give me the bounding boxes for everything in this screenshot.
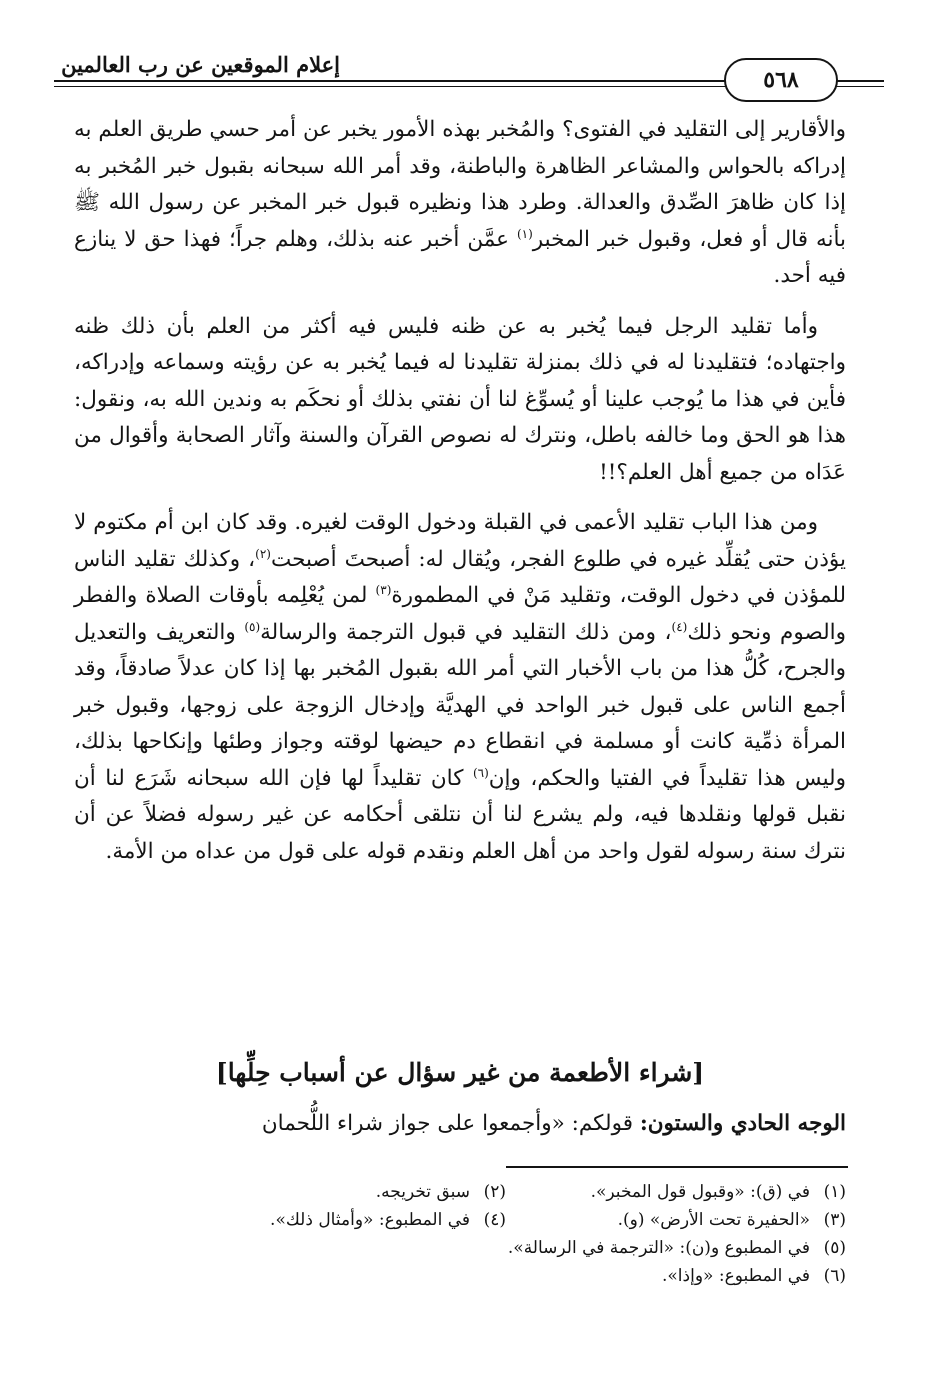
footnote-text: في المطبوع: «وإذا». bbox=[662, 1266, 810, 1286]
footnote-4 bbox=[166, 1206, 506, 1234]
paragraph-2 bbox=[74, 309, 846, 492]
page-number: ٥٦٨ bbox=[724, 58, 838, 102]
section-text: قولكم: «وأجمعوا على جواز شراء اللُّحمان bbox=[261, 1111, 640, 1136]
footnote-3 bbox=[506, 1206, 846, 1234]
footnote-ref-6: (٦) bbox=[472, 765, 489, 780]
footnote-ref-4: (٤) bbox=[671, 619, 688, 634]
paragraph-1-end: عمَّن أخبر عنه بذلك، وهلم جراً؛ فهذا حق لا ينازع فيه أحد. bbox=[74, 226, 846, 288]
footnote-text: في المطبوع: «وأمثال ذلك». bbox=[270, 1210, 470, 1230]
footnote-number: (٤) bbox=[483, 1210, 506, 1230]
footnote-1 bbox=[506, 1178, 846, 1206]
paragraph-3 bbox=[74, 505, 846, 870]
page-header bbox=[0, 0, 932, 110]
section-lead: الوجه الحادي والستون: bbox=[639, 1111, 846, 1136]
paragraph-3-part-b: ، وكذلك تقليد الناس للمؤذن في دخول الوقت، وتقليد مَنْ في المطمورة bbox=[74, 546, 846, 608]
paragraph-3-part-d: ، ومن ذلك التقليد في قبول الترجمة والرسالة bbox=[260, 619, 672, 645]
footnote-text: في المطبوع و(ن): «الترجمة في الرسالة». bbox=[507, 1238, 810, 1258]
footnote-text: سبق تخريجه. bbox=[375, 1182, 470, 1202]
footnote-row bbox=[74, 1178, 846, 1206]
footnote-number: (٣) bbox=[823, 1210, 846, 1230]
paragraph-3-part-f: كان تقليداً لها فإن الله سبحانه شَرَع لنا أن نقبل قولها ونقلدها فيه، ولم يشرع لنا أن نتلقى أحكامه عن غير رسوله فضلاً عن أن نترك سنة رسوله لقول واحد من أهل العلم ونقدم قوله على قول من عداه من الأمة. bbox=[74, 765, 846, 864]
footnote-ref-1: (١) bbox=[516, 226, 533, 241]
footnote-number: (١) bbox=[823, 1182, 846, 1202]
main-text bbox=[74, 112, 846, 884]
paragraph-1-text: والأقارير إلى التقليد في الفتوى؟ والمُخبر بهذه الأمور يخبر عن أمر حسي طريق العلم به إدراكه بالحواس والمشاعر الظاهرة والباطنة، وقد أمر الله سبحانه بقبول خبر المُخبر به إذا كان ظاهرَ الصِّدق والعدالة. وطرد هذا ونظيره قبول خبر المخبر عن رسول الله ﷺ بأنه قال أو فعل، وقبول خبر المخبر bbox=[74, 117, 847, 252]
running-title: إعلام الموقعين عن رب العالمين bbox=[61, 52, 340, 77]
footnotes bbox=[74, 1178, 846, 1290]
paragraph-3-part-a: ومن هذا الباب تقليد الأعمى في القبلة ودخول الوقت لغيره. وقد كان ابن أم مكتوم لا يؤذن حتى يُقلِّد غيره في طلوع الفجر، ويُقال له: أصبحتَ أصبحت bbox=[74, 510, 846, 572]
section-heading: [شراء الأطعمة من غير سؤال عن أسباب حِلِّها] bbox=[215, 1058, 705, 1087]
footnote-text: في (ق): «وقبول قول المخبر». bbox=[590, 1182, 810, 1202]
footnote-number: (٥) bbox=[823, 1238, 846, 1258]
footnote-number: (٢) bbox=[483, 1182, 506, 1202]
footnote-5 bbox=[146, 1234, 846, 1262]
footnote-row bbox=[74, 1234, 846, 1262]
footnote-row bbox=[74, 1262, 846, 1290]
footnote-number: (٦) bbox=[823, 1266, 846, 1286]
paragraph-3-part-e: والتعريف والتعديل والجرح، كُلُّ هذا من باب الأخبار التي أمر الله بقبول المُخبر بها إذا كان عدلاً صادقاً، وقد أجمع الناس على قبول خبر الواحد في الهديَّة وإدخال الزوجة على زوجها، وقبول خبر المرأة ذمِّية كانت أو مسلمة في انقطاع دم حيضها لوقته وجواز وطئها وإنكاحها بذلك، وليس هذا تقليداً في الفتيا والحكم، وإن bbox=[74, 619, 846, 791]
footnote-2 bbox=[166, 1178, 506, 1206]
footnote-text: «الحفيرة تحت الأرض» (و). bbox=[617, 1210, 810, 1230]
footnote-row bbox=[74, 1206, 846, 1234]
footnote-ref-2: (٢) bbox=[255, 546, 271, 561]
footnote-6 bbox=[146, 1262, 846, 1290]
paragraph-1 bbox=[74, 112, 846, 295]
paragraph-2-text: وأما تقليد الرجل فيما يُخبر به عن ظنه فليس فيه أكثر من العلم بأن ذلك ظنه واجتهاده؛ فتقليدنا له في ذلك بمنزلة تقليدنا له فيما يُخبر به عن رؤيته وسماعه وإدراكه، فأين في هذا ما يُوجب علينا أو يُسوِّغ لنا أن نفتي بذلك أو نحكَم به وندين الله به، ونقول: هذا هو الحق وما خالفه باطل، ونترك له نصوص القرآن والسنة وآثار الصحابة وأقوال من عَدَاه من جميع أهل العلم؟!! bbox=[74, 313, 846, 485]
footnote-ref-3: (٣) bbox=[375, 582, 392, 597]
footnote-divider bbox=[506, 1166, 848, 1168]
footnote-ref-5: (٥) bbox=[244, 619, 261, 634]
paragraph-3-part-c: لمن يُعْلِمه بأوقات الصلاة والفطر والصوم ونحو ذلك bbox=[74, 583, 847, 645]
section-first-line bbox=[74, 1106, 846, 1142]
